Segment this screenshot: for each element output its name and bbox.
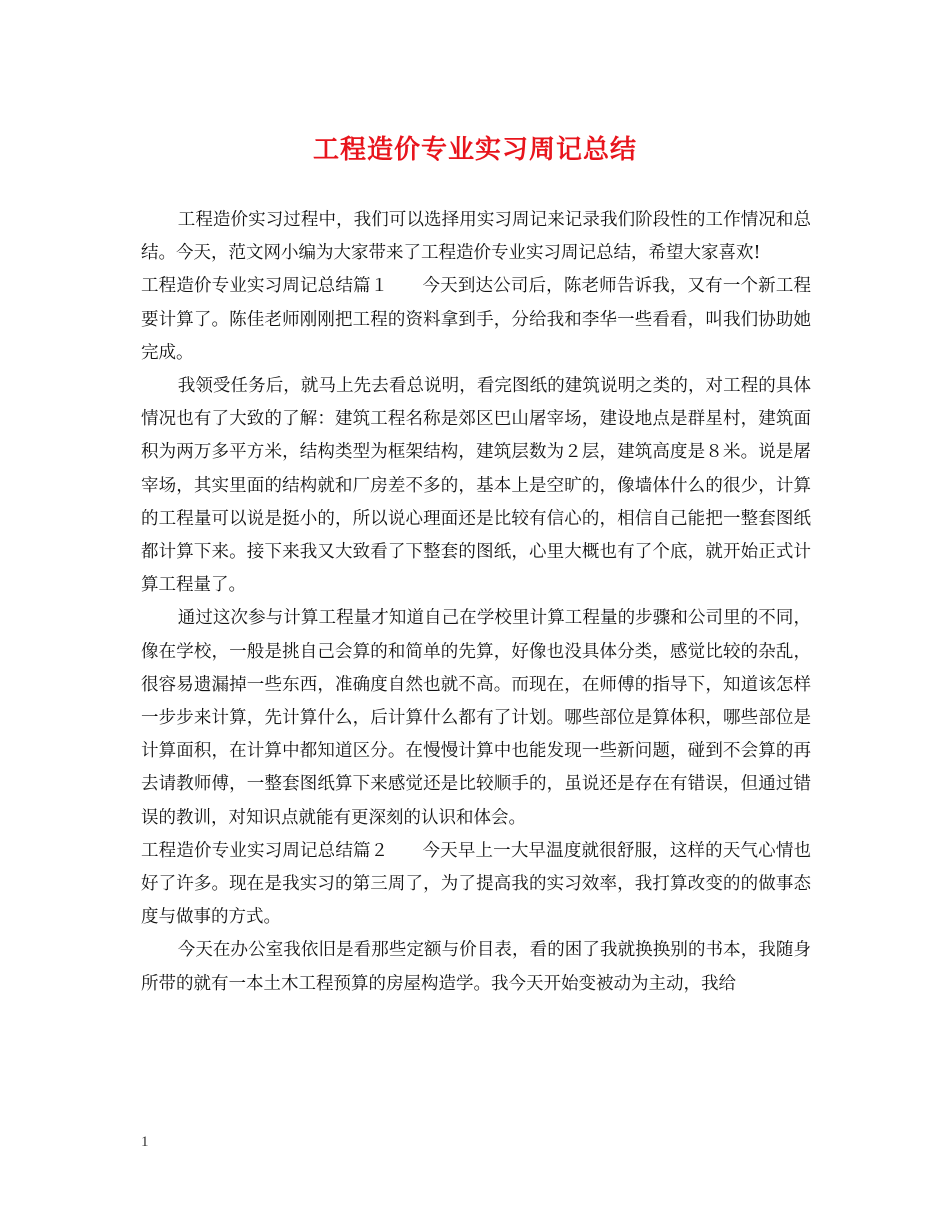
article-1-paragraph bbox=[141, 270, 811, 370]
body-paragraph: 我领受任务后，就马上先去看总说明，看完图纸的建筑说明之类的，对工程的具体情况也有了大致的了解：建筑工程名称是郊区巴山屠宰场，建设地点是群星村，建筑面积为两万多平方米，结构类型为框架结构，建筑层数为２层，建筑高度是８米。说是屠宰场，其实里面的结构就和厂房差不多的，基本上是空旷的，像墙体什么的很少，计算的工程量可以说是挺小的，所以说心理面还是比较有信心的，相信自己能把一整套图纸都计算下来。接下来我又大致看了下整套的图纸，心里大概也有了个底，就开始正式计算工程量了。 bbox=[141, 376, 811, 596]
page-number: 1 bbox=[141, 1134, 149, 1150]
body-paragraph: 今天在办公室我依旧是看那些定额与价目表，看的困了我就换换别的书本，我随身所带的就有一本土木工程预算的房屋构造学。我今天开始变被动为主动，我给 bbox=[141, 940, 811, 994]
article-2-paragraph bbox=[141, 835, 811, 935]
document-body bbox=[141, 204, 811, 1001]
article-2-text: 今天早上一大早温度就很舒服，这样的天气心情也好了许多。现在是我实习的第三周了，为了提高我的实习效率，我打算改变的的做事态度与做事的方式。 bbox=[141, 840, 812, 928]
article-1-text: 今天到达公司后，陈老师告诉我，又有一个新工程要计算了。陈佳老师刚刚把工程的资料拿到手，分给我和李华一些看看，叫我们协助她完成。 bbox=[141, 276, 812, 363]
article-2-heading: 工程造价专业实习周记总结篇２ bbox=[141, 840, 389, 861]
intro-paragraph: 工程造价实习过程中，我们可以选择用实习周记来记录我们阶段性的工作情况和总结。今天，范文网小编为大家带来了工程造价专业实习周记总结，希望大家喜欢! bbox=[141, 210, 811, 264]
article-1-heading: 工程造价专业实习周记总结篇１ bbox=[141, 276, 389, 297]
body-paragraph: 通过这次参与计算工程量才知道自己在学校里计算工程量的步骤和公司里的不同，像在学校，一般是挑自己会算的和简单的先算，好像也没具体分类，感觉比较的杂乱，很容易遗漏掉一些东西，准确度自然也就不高。而现在，在师傅的指导下，知道该怎样一步步来计算，先计算什么，后计算什么都有了计划。哪些部位是算体积，哪些部位是计算面积，在计算中都知道区分。在慢慢计算中也能发现一些新问题，碰到不会算的再去请教师傅，一整套图纸算下来感觉还是比较顺手的，虽说还是存在有错误，但通过错误的教训，对知识点就能有更深刻的认识和体会。 bbox=[141, 608, 811, 828]
document-title: 工程造价专业实习周记总结 bbox=[312, 135, 637, 165]
